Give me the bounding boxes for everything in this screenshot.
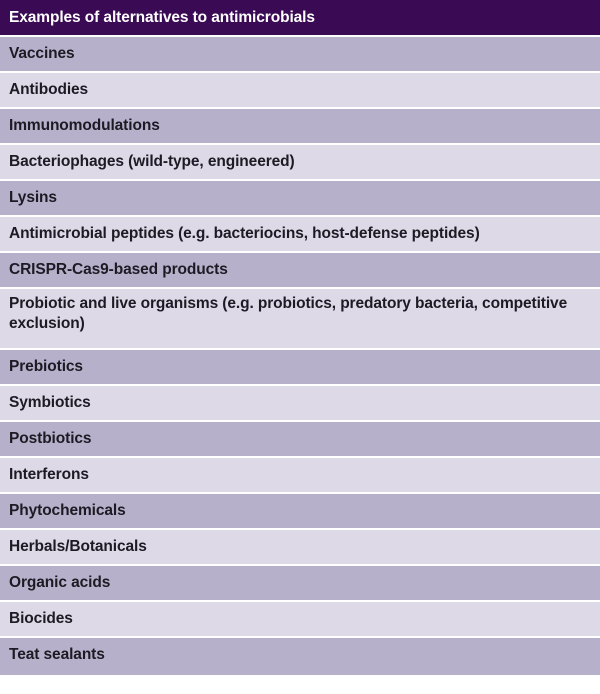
table-row-postbiotics: Postbiotics xyxy=(0,420,600,456)
table-row-prebiotics: Prebiotics xyxy=(0,348,600,384)
table-row-antibodies: Antibodies xyxy=(0,71,600,107)
table-row-interferons: Interferons xyxy=(0,456,600,492)
table-row-immunomodulations: Immunomodulations xyxy=(0,107,600,143)
table-row-probiotic-organisms: Probiotic and live organisms (e.g. probiotics, predatory bacteria, competitive exclusion) xyxy=(0,287,600,348)
table-row-antimicrobial-peptides: Antimicrobial peptides (e.g. bacteriocins, host-defense peptides) xyxy=(0,215,600,251)
table-row-organic-acids: Organic acids xyxy=(0,564,600,600)
table-row-teat-sealants: Teat sealants xyxy=(0,636,600,675)
table-row-vaccines: Vaccines xyxy=(0,35,600,71)
table-row-phytochemicals: Phytochemicals xyxy=(0,492,600,528)
table-row-symbiotics: Symbiotics xyxy=(0,384,600,420)
table-row-herbals-botanicals: Herbals/Botanicals xyxy=(0,528,600,564)
table-row-crispr-products: CRISPR-Cas9-based products xyxy=(0,251,600,287)
table-row-bacteriophages: Bacteriophages (wild-type, engineered) xyxy=(0,143,600,179)
table-row-biocides: Biocides xyxy=(0,600,600,636)
table-header: Examples of alternatives to antimicrobials xyxy=(0,0,600,35)
table-row-lysins: Lysins xyxy=(0,179,600,215)
